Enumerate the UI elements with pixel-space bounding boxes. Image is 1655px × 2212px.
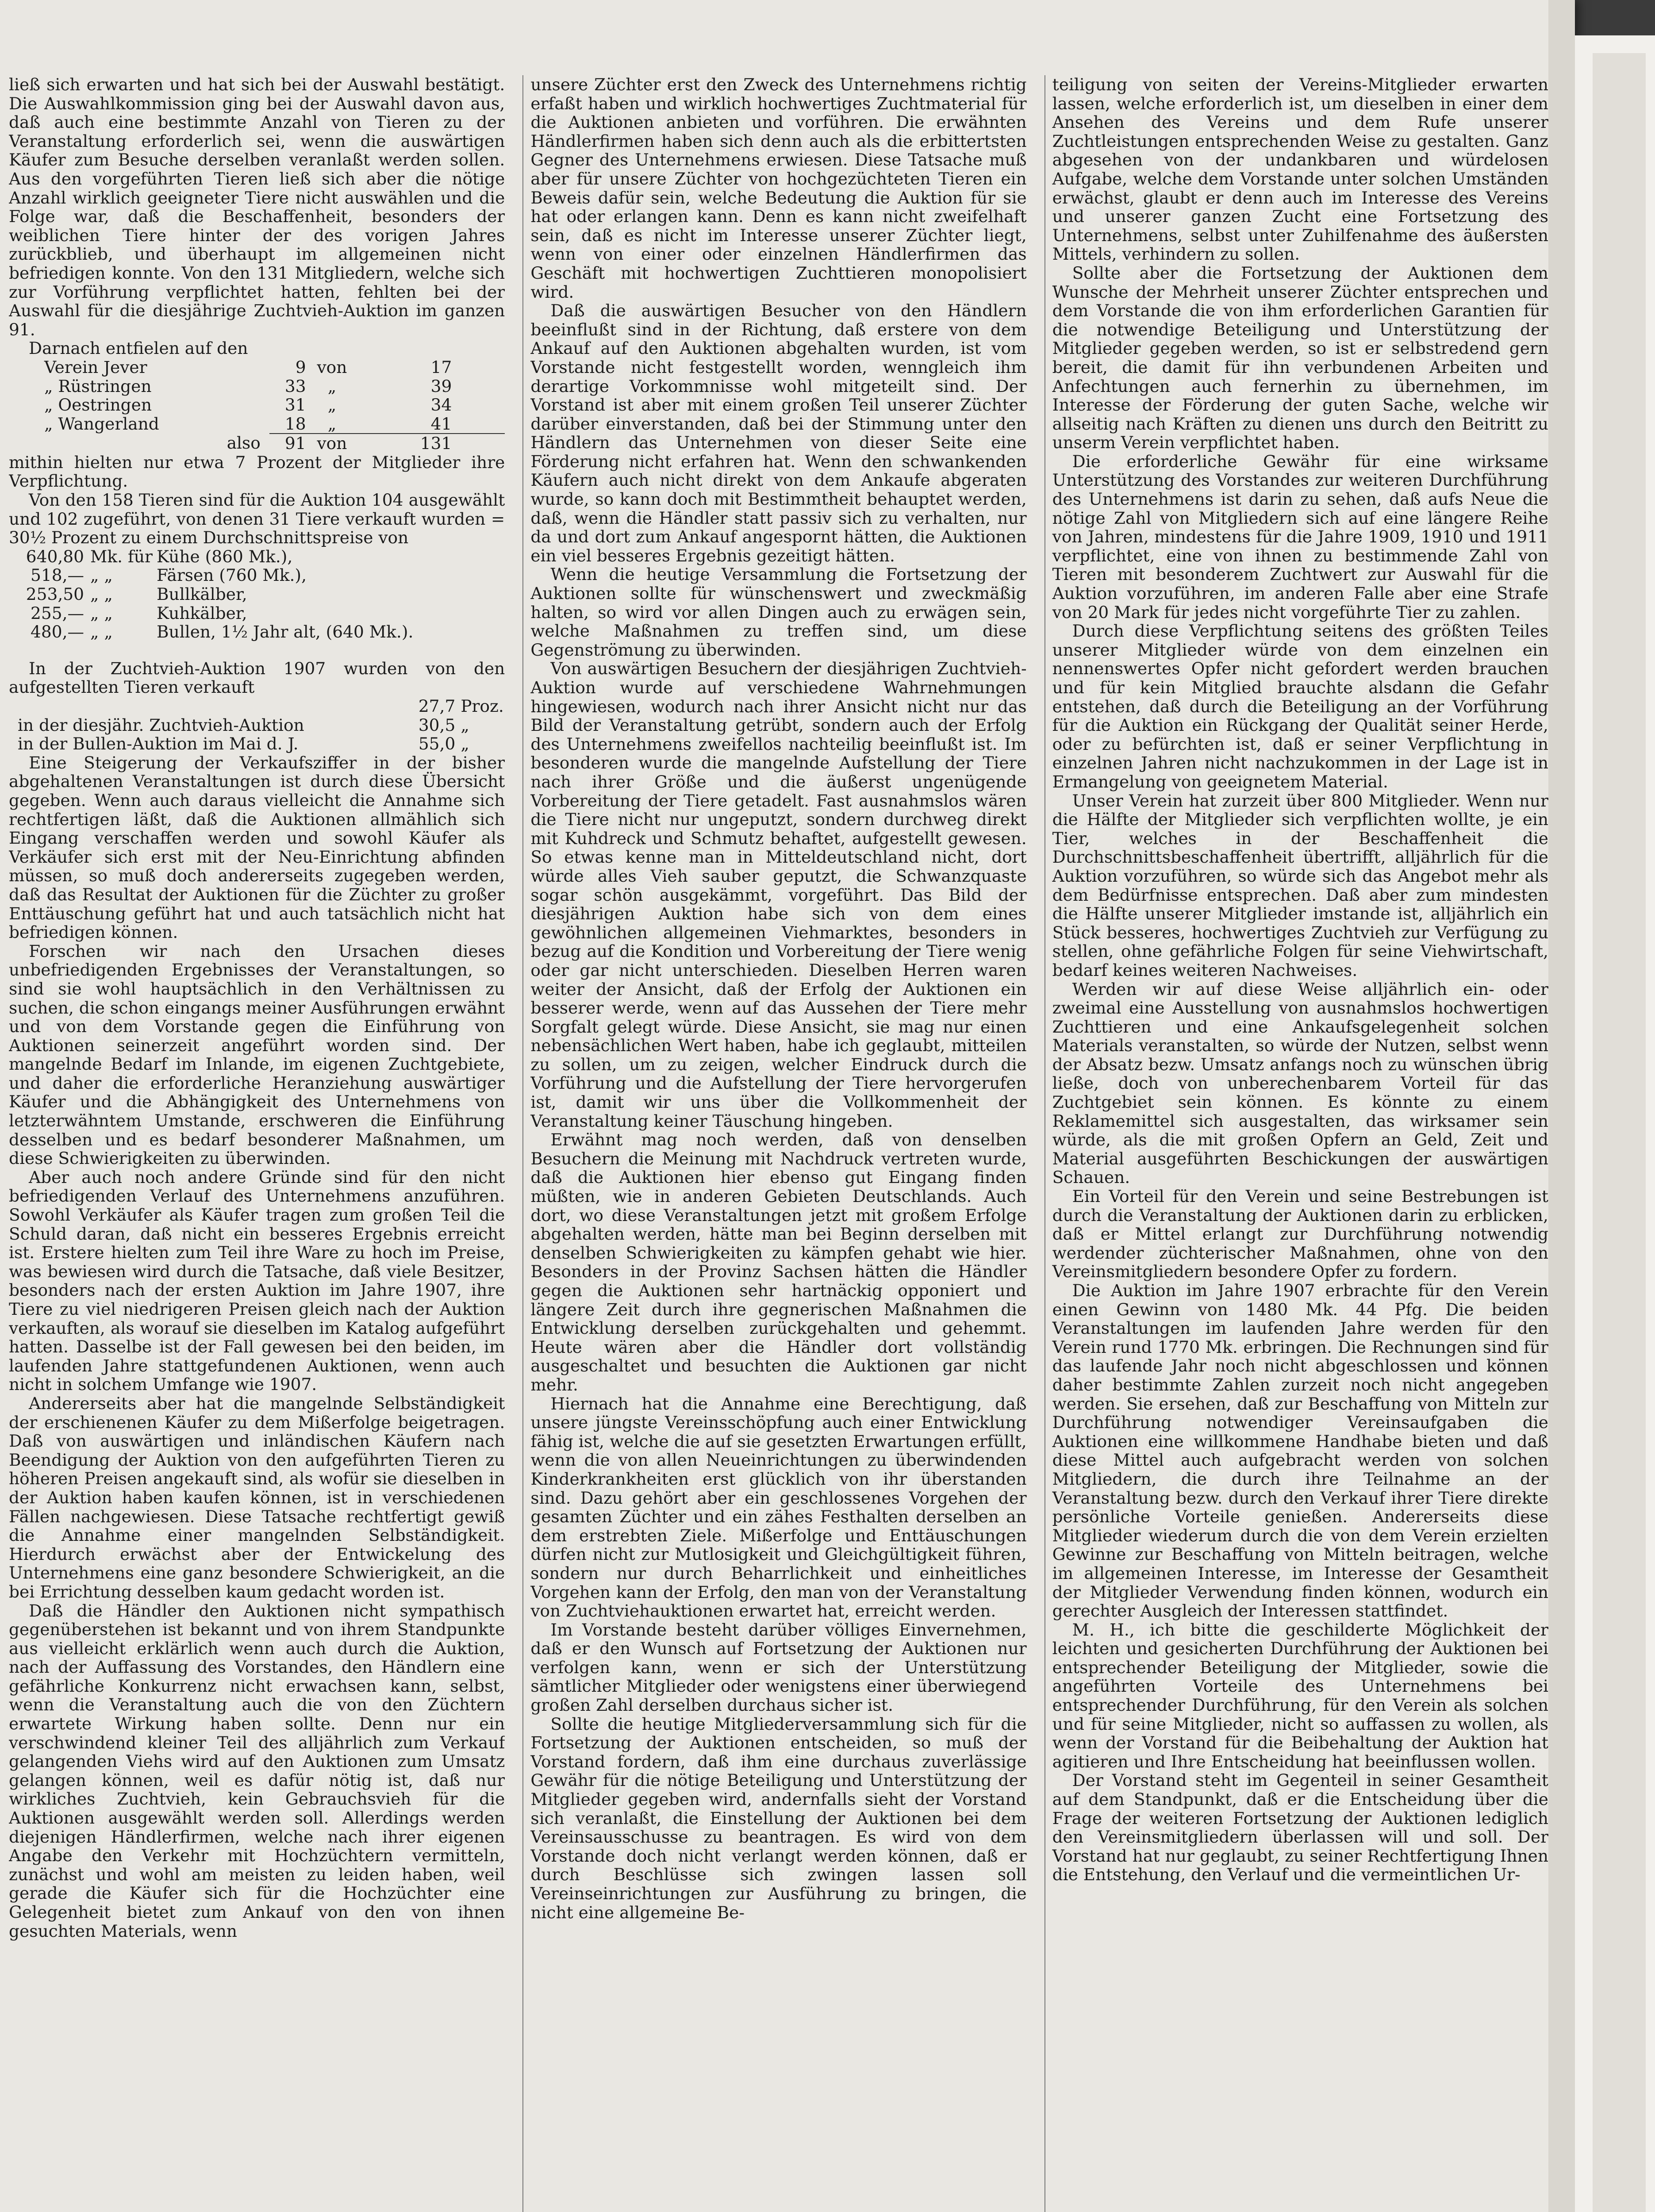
table-row — [9, 734, 505, 753]
table-row — [9, 622, 505, 641]
table-cell: „ Oestringen — [44, 395, 152, 415]
table-row — [9, 396, 505, 415]
table-cell: in der diesjähr. Zuchtvieh-Auktion — [18, 715, 304, 735]
table-cell: „ „ — [90, 584, 113, 604]
table-cell: in der Bullen-Auktion im Mai d. J. — [18, 734, 299, 754]
column-3 — [1044, 75, 1548, 2212]
paragraph: Daß die Händler den Auktionen nicht sympathisch gegenüberstehen ist bekannt und von ihrem Standpunkte aus vielleicht erklärlich wenn auch durch die Auktion, nach der Auffassung des Vorstandes, den Händlern eine gefährliche Konkurrenz nicht erwachsen kann, selbst, wenn die Veranstaltung auch die von den Züchtern erwartete Wirkung haben sollte. Denn nur ein verschwindend kleiner Teil des alljährlich zum Verkauf gelangenden Viehs wird auf den Auktionen zum Umsatz gelangen können, weil es dafür nötig ist, daß nur wirkliches Zuchtvieh, kein Gebrauchsvieh für die Auktionen ausgewählt werden soll. Allerdings werden diejenigen Händlerfirmen, welche nach ihrer eigenen Angabe den Verkehr mit Hochzüchtern vermitteln, zunächst und wohl am meisten zu leiden haben, weil gerade die Käufer sich für die Hochzüchter eine Gelegenheit bietet zum Ankauf von den von ihnen gesuchten Materials, wenn — [9, 1601, 505, 1941]
paragraph: Ein Vorteil für den Verein und seine Bestrebungen ist durch die Veranstaltung der Auktionen darin zu erblicken, daß er Mittel erlangt zur Durchführung notwendig werdender züchterischer Maßnahmen, ohne von den Vereinsmitgliedern besondere Opfer zu fordern. — [1052, 1187, 1548, 1282]
breakdown-table — [9, 358, 505, 453]
table-cell: Mk. für — [90, 546, 153, 566]
table-row — [9, 604, 505, 623]
page-edge — [1548, 0, 1575, 2212]
paragraph: Im Vorstande besteht darüber völliges Einvernehmen, daß er den Wunsch auf Fortsetzung der Auktionen nur verfolgen kann, wenn er sich der Unterstützung sämtlicher Mitglieder oder wenigstens einer überwiegend großen Zahl derselben durchaus sicher ist. — [530, 1620, 1027, 1715]
paragraph: Eine Steigerung der Verkaufsziffer in der bisher abgehaltenen Veranstaltungen ist durch diese Übersicht gegeben. Wenn auch daraus vielleicht die Annahme sich rechtfertigen läßt, daß die Auktionen allmählich sich Eingang verschaffen werden und sowohl Käufer als Verkäufer sich erst mit der Neu-Einrichtung abfinden müssen, so muß doch andererseits zugegeben werden, daß das Resultat der Auktionen für die Züchter zu großer Enttäuschung geführt hat und auch tatsächlich nicht hat befriedigen können. — [9, 753, 505, 942]
paragraph: Darnach entfielen auf den — [29, 338, 248, 358]
paragraph: Erwähnt mag noch werden, daß von denselben Besuchern die Meinung mit Nachdruck vertreten wurde, daß die Auktionen hier ebenso gut Eingang finden müßten, wie in anderen Gebieten Deutschlands. Auch dort, wo diese Veranstaltungen jetzt mit großem Erfolge abgehalten werden, hätte man bei Beginn derselben mit denselben Schwierigkeiten zu kämpfen gehabt wie hier. Besonders in der Provinz Sachsen hätten die Händler gegen die Auktionen sehr hartnäckig opponiert und längere Zeit durch ihre gegnerischen Maßnahmen die Entwicklung derselben zurückgehalten und gehemmt. Heute wären aber die Händler dort vollständig ausgeschaltet und besuchten die Auktionen gar nicht mehr. — [530, 1130, 1027, 1394]
paragraph: Die Auktion im Jahre 1907 erbrachte für den Verein einen Gewinn von 1480 Mk. 44 Pfg. Die beiden Veranstaltungen im laufenden Jahre werden für den Verein rund 1770 Mk. erbringen. Die Rechnungen sind für das laufende Jahr noch nicht abgeschlossen und können daher bestimmte Zahlen zurzeit noch nicht angegeben werden. Sie ersehen, daß zur Beschaffung von Mitteln zur Durchführung notwendiger Vereinsaufgaben die Auktionen eine willkommene Handhabe bieten und daß diese Mittel auch aufgebracht werden von solchen Mitgliedern, die durch ihre Teilnahme an der Veranstaltung bezw. durch den Verkauf ihrer Tiere direkte persönliche Vorteile genießen. Andererseits diese Mitglieder wiederum durch die von dem Verein erzielten Gewinne zur Beschaffung von Mitteln beitragen, welche im allgemeinen Interesse, im Interesse der Gesamtheit der Mitglieder Verwendung finden können, wodurch ein gerechter Ausgleich der Interessen stattfindet. — [1052, 1281, 1548, 1621]
table-cell: „ Wangerland — [44, 414, 159, 434]
table-row — [9, 415, 505, 434]
table-cell: Verein Jever — [44, 357, 147, 377]
paragraph: Die erforderliche Gewähr für eine wirksame Unterstützung des Vorstandes zur weiteren Durchführung des Unternehmens ist darin zu sehen, daß aufs Neue die nötige Zahl von Mitgliedern sich auf eine längere Reihe von Jahren, mindestens für die Jahre 1909, 1910 und 1911 verpflichtet, eine von ihnen zu bestimmende Zahl von Tieren mit besonderem Zuchtwert zur Auswahl für die Auktion vorzuführen, im anderen Falle aber eine Strafe von 20 Mark für jedes nicht vorgeführte Tier zu zahlen. — [1052, 451, 1548, 622]
paragraph: Von auswärtigen Besuchern der diesjährigen Zuchtvieh-Auktion wurde auf verschiedene Wahrnehmungen hingewiesen, wodurch nach ihrer Ansicht nicht nur das Bild der Veranstaltung getrübt, sondern auch der Erfolg des Unternehmens zweifellos nachteilig beeinflußt ist. Im besonderen wurde die mangelnde Aufstellung der Tiere nach ihrer Größe und die äußerst ungenügende Vorbereitung der Tiere getadelt. Fast ausnahmslos wären die Tiere nicht nur ungeputzt, sondern durchweg direkt mit Kuhdreck und Schmutz behaftet, aufgestellt gewesen. So etwas kenne man in Mitteldeutschland nicht, dort würde alles Vieh sauber geputzt, die Schwanzquaste sogar schön ausgekämmt, vorgeführt. Das Bild der diesjährigen Auktion habe sich von dem eines gewöhnlichen allgemeinen Viehmarktes, besonders in bezug auf die Kondition und Vorbereitung der Tiere wenig oder gar nicht unterschieden. Dieselben Herren waren weiter der Ansicht, daß der Erfolg der Auktionen ein besserer werde, wenn auf das Aussehen der Tiere mehr Sorgfalt gelegt würde. Diese Ansicht, sie mag nur einen nebensächlichen Wert haben, habe ich geglaubt, mitteilen zu sollen, um zu zeigen, welcher Eindruck durch die Vorführung und die Aufstellung der Tiere hervorgerufen ist, damit wir uns über die Vollkommenheit der Veranstaltung keiner Täuschung hingeben. — [530, 659, 1027, 1131]
table-cell: Kühe (860 Mk.), — [157, 546, 293, 566]
table-row — [9, 697, 505, 716]
paragraph: Forschen wir nach den Ursachen dieses unbefriedigenden Ergebnisses der Veranstaltungen, so sind sie wohl hauptsächlich in den Verhältnissen zu suchen, die schon eingangs meiner Ausführungen erwähnt und von dem Vorstande gegen die Einführung von Auktionen seinerzeit angeführt worden sind. Der mangelnde Bedarf im Inlande, im eigenen Zuchtgebiete, und daher die erforderliche Heranziehung auswärtiger Käufer und die Abhängigkeit des Unternehmens von letzterwähntem Umstande, erschweren die Einführung desselben und es bedarf besonderer Maßnahmen, um diese Schwierigkeiten zu überwinden. — [9, 941, 505, 1168]
paragraph: Werden wir auf diese Weise alljährlich ein- oder zweimal eine Ausstellung von ausnahmslos hochwertigen Zuchttieren und eine Ankaufsgelegenheit solchen Materials veranstalten, so würde der Nutzen, selbst wenn der Absatz bezw. Umsatz anfangs noch zu wünschen übrig ließe, doch von unberechenbarem Vorteil für das Zuchtgebiet sein können. Es könnte zu einem Reklamemittel sich ausgestalten, das wirksamer sein würde, als die mit großen Opfern an Geld, Zeit und Material ausgeführten Beschickungen der auswärtigen Schauen. — [1052, 979, 1548, 1187]
table-cell: „ — [327, 376, 337, 396]
table-cell: 33 — [284, 376, 306, 396]
underlying-page-shadow — [1593, 53, 1646, 2212]
paragraph: ließ sich erwarten und hat sich bei der Auswahl bestätigt. Die Auswahlkommission ging bei der Auswahl davon aus, daß auch eine bestimmte Anzahl von Tieren zu der Veranstaltung erforderlich sei, wenn die auswärtigen Käufer zum Besuche derselben veranlaßt werden sollen. Aus den vorgeführten Tieren ließ sich aber die nötige Anzahl wirklich geeigneter Tiere nicht auswählen und die Folge war, daß die Beschaffenheit, besonders der weiblichen Tiere hinter der des vorigen Jahres zurückblieb, und überhaupt im allgemeinen nicht befriedigen konnte. Von den 131 Mitgliedern, welche sich zur Vorführung verpflichtet hatten, fehlten bei der Auswahl für die diesjährige Zuchtvieh-Auktion im ganzen 91. — [9, 75, 505, 339]
paragraph: Wenn die heutige Versammlung die Fortsetzung der Auktionen sollte für wünschenswert und zweckmäßig halten, so wird vor allen Dingen auch zu erwägen sein, welche Maßnahmen zu treffen sind, um diese Gegenströmung zu überwinden. — [530, 565, 1027, 660]
table-cell — [9, 697, 407, 716]
table-cell: 253,50 — [26, 584, 84, 604]
table-cell: also — [227, 433, 261, 453]
sales-table — [9, 697, 505, 753]
table-cell: 131 — [358, 434, 505, 453]
table-cell: Kuhkälber, — [157, 603, 247, 623]
paragraph: Unser Verein hat zurzeit über 800 Mitglieder. Wenn nur die Hälfte der Mitglieder sich verpflichten wollte, je ein Tier, welches in der Beschaffenheit die Durchschnittsbeschaffenheit übertrifft, alljährlich für die Auktion vorzuführen, so würde sich das Angebot mehr als dem Bedürfnisse entsprechen. Daß aber zum mindesten die Hälfte unserer Mitglieder imstande ist, alljährlich ein Stück besseres, hochwertiges Zuchtvieh zur Verfügung zu stellen, ohne gefährliche Folgen für seine Viehwirtschaft, bedarf keines weiteren Nachweises. — [1052, 791, 1548, 980]
table-cell: „ „ — [90, 603, 113, 623]
table-cell: Bullen, 1½ Jahr alt, (640 Mk.). — [157, 622, 414, 642]
paragraph: Durch diese Verpflichtung seitens des größten Teiles unserer Mitglieder würde von dem einzelnen ein nennenswertes Opfer nicht gefordert werden brauchen und für kein Mitglied brauchte alsdann die Gefahr entstehen, daß durch die Beteiligung an der Vorführung für die Auktion ein Rückgang der Qualität seiner Herde, oder zu befürchten ist, daß er seiner Verpflichtung in einzelnen Jahren nicht nachzukommen in der Lage ist in Ermangelung von geeignetem Material. — [1052, 621, 1548, 791]
paragraph: Der Vorstand steht im Gegenteil in seiner Gesamtheit auf dem Standpunkt, daß er die Entscheidung über die Frage der weiteren Fortsetzung der Auktionen lediglich den Vereinsmitgliedern überlassen will und soll. Der Vorstand hat nur geglaubt, zu seiner Rechtfertigung Ihnen die Entstehung, den Verlauf und die vermeintlichen Ur- — [1052, 1770, 1548, 1885]
table-cell: 30,5 — [418, 715, 456, 735]
table-row — [9, 566, 505, 585]
table-cell: 255,— — [31, 603, 84, 623]
table-cell: Bullkälber, — [157, 584, 247, 604]
table-cell: Proz. — [461, 696, 504, 716]
table-cell: Färsen (760 Mk.), — [157, 565, 307, 585]
column-1 — [9, 75, 505, 2212]
paragraph: unsere Züchter erst den Zweck des Unternehmens richtig erfaßt haben und wirklich hochwertiges Zuchtmaterial für die Auktionen anbieten und vorführen. Die erwähnten Händlerfirmen haben sich denn auch als die erbittertsten Gegner des Unternehmens erwiesen. Diese Tatsache muß aber für unsere Züchter von hochgezüchteten Tieren ein Beweis dafür sein, welche Bedeutung die Auktion für sie hat oder erlangen kann. Denn es kann nicht zweifelhaft sein, daß es nicht im Interesse unserer Züchter liegt, wenn von einer oder einzelnen Händlerfirmen das Geschäft mit hochwertigen Zuchttieren monopolisiert wird. — [530, 75, 1027, 302]
table-row — [9, 585, 505, 604]
paragraph: M. H., ich bitte die geschilderte Möglichkeit der leichten und gesicherten Durchführung der Auktionen bei entsprechender Beteiligung der Mitglieder, sowie die angeführten Vorteile des Unternehmens bei entsprechender Durchführung, für den Verein als solchen und für seine Mitglieder, nicht so auffassen zu wollen, als wenn der Vorstand für die Beibehaltung der Auktion hat agitieren und Ihre Entscheidung hat beeinflussen wollen. — [1052, 1620, 1548, 1771]
paragraph: Sollte aber die Fortsetzung der Auktionen dem Wunsche der Mehrheit unserer Züchter entsprechen und dem Vorstande die von ihm erforderlichen Garantien für die notwendige Beteiligung und Unterstützung der Mitglieder gegeben werden, so ist er selbstredend gern bereit, die damit für ihn verbundenen Arbeiten und Anfechtungen auch fernerhin zu übernehmen, im Interesse der Förderung der guten Sache, welche wir allseitig nach Kräften zu dienen uns durch den Beitritt zu unserm Verein verpflichtet haben. — [1052, 263, 1548, 453]
paragraph: In der Zuchtvieh-Auktion 1907 wurden von den aufgestellten Tieren verkauft — [9, 658, 505, 697]
table-cell: 55,0 — [418, 734, 456, 754]
table-row — [9, 716, 505, 735]
paragraph: teiligung von seiten der Vereins-Mitglieder erwarten lassen, welche erforderlich ist, um dieselben in einer dem Ansehen des Vereins und dem Rufe unserer Zuchtleistungen entsprechenden Weise zu gestalten. Ganz abgesehen von der undankbaren und würdelosen Aufgabe, welche dem Vorstande unter solchen Umständen erwächst, glaubt er denn auch im Interesse des Vereins und unserer ganzen Zucht eine Fortsetzung des Unternehmens, selbst unter Zuhilfenahme des äußersten Mittels, verhindern zu sollen. — [1052, 75, 1548, 264]
table-cell: 17 — [430, 357, 452, 377]
paragraph: Von den 158 Tieren sind für die Auktion 104 ausgewählt und 102 zugeführt, von denen 31 Tiere verkauft wurden = 30½ Prozent zu einem Durchschnittspreise von — [9, 490, 505, 548]
table-cell: 18 — [284, 414, 306, 434]
paragraph: Hiernach hat die Annahme eine Berechtigung, daß unsere jüngste Vereinsschöpfung auch einer Entwicklung fähig ist, welche die auf sie gesetzten Erwartungen erfüllt, wenn die von allen Neueinrichtungen zu überwindenden Kinderkrankheiten erst glücklich von ihr überstanden sind. Dazu gehört aber ein geschlossenes Vorgehen der gesamten Züchter und ein zähes Festhalten derselben an dem erstrebten Ziele. Mißerfolge und Enttäuschungen dürfen nicht zur Mutlosigkeit und Gleichgültigkeit führen, sondern nur durch Beharrlichkeit und einheitliches Vorgehen kann der Erfolg, den man von der Veranstaltung von Zuchtviehauktionen erwartet hat, erreicht werden. — [530, 1394, 1027, 1621]
table-cell: 9 — [295, 357, 306, 377]
table-cell: 34 — [430, 395, 452, 415]
table-cell: „ — [327, 414, 337, 434]
table-cell: 41 — [430, 414, 452, 434]
paragraph: Sollte die heutige Mitgliederversammlung sich für die Fortsetzung der Auktionen entscheiden, so muß der Vorstand fordern, daß ihm eine durchaus zuverlässige Gewähr für die nötige Beteiligung und Unterstützung der Mitglieder gegeben wird, andernfalls sieht der Vorstand sich veranlaßt, die Einstellung der Auktionen bei dem Vereinsausschusse zu beantragen. Es wird von dem Vorstande doch nicht verlangt werden können, daß er durch Beschlüsse sich zwingen lassen soll Vereinseinrichtungen zur Ausführung zu bringen, die nicht eine allgemeine Be- — [530, 1714, 1027, 1922]
table-cell: von — [306, 434, 358, 453]
table-cell: 39 — [430, 376, 452, 396]
table-cell: „ Rüstringen — [44, 376, 152, 396]
table-cell: „ — [327, 395, 337, 415]
table-row — [9, 377, 505, 396]
table-row — [9, 358, 505, 377]
paragraph: Andererseits aber hat die mangelnde Selbständigkeit der erschienenen Käufer zu dem Mißerfolge beigetragen. Daß von auswärtigen und inländischen Käufern nach Beendigung der Auktion von den aufgeführten Tieren zu höheren Preisen angekauft sind, als wofür sie dieselben in der Auktion haben kaufen können, ist in verschiedenen Fällen nachgewiesen. Diese Tatsache rechtfertigt gewiß die Annahme einer mangelnden Selbständigkeit. Hierdurch erwächst aber der Entwickelung des Unternehmens eine ganz besondere Schwierigkeit, an die bei Errichtung desselben kaum gedacht worden ist. — [9, 1393, 505, 1601]
table-cell: von — [317, 357, 347, 377]
table-cell: „ — [461, 734, 469, 754]
table-cell: „ — [461, 715, 469, 735]
paragraph: mithin hielten nur etwa 7 Prozent der Mitglieder ihre Verpflichtung. — [9, 452, 505, 491]
table-cell: 91 — [269, 434, 306, 453]
table-cell: 640,80 — [26, 546, 84, 566]
paragraph: Aber auch noch andere Gründe sind für den nicht befriedigenden Verlauf des Unternehmens anzuführen. Sowohl Verkäufer als Käufer tragen zum großen Teil die Schuld daran, daß nicht ein besseres Ergebnis erreicht ist. Erstere hielten zum Teil ihre Ware zu hoch im Preise, was bewiesen wird durch die Tatsache, daß viele Besitzer, besonders nach der ersten Auktion im Jahre 1907, ihre Tiere zu viel niedrigeren Preisen gleich nach der Auktion verkauften, als worauf sie dieselben im Katalog aufgeführt hatten. Dasselbe ist der Fall gewesen bei den beiden, im laufenden Jahre stattgefundenen Auktionen, wenn auch nicht in solchem Umfange wie 1907. — [9, 1167, 505, 1394]
price-table — [9, 547, 505, 641]
table-cell: „ „ — [90, 622, 113, 642]
paragraph: Daß die auswärtigen Besucher von den Händlern beeinflußt sind in der Richtung, daß erstere von dem Ankauf auf den Auktionen abgehalten wurden, ist vom Vorstande nicht festgestellt worden, wenngleich ihm derartige Vorkommnisse wohl mitgeteilt sind. Der Vorstand ist aber mit einem großen Teil unserer Züchter darüber einverstanden, daß bei der Stimmung unter den Händlern das Unternehmen von dieser Seite eine Förderung nicht erfahren hat. Wenn den schwankenden Käufern auch nicht direkt von dem Ankaufe abgeraten wurde, so kann doch mit Bestimmtheit behauptet werden, daß, wenn die Händler statt passiv sich zu verhalten, nur da und dort zum Ankauf angespornt hätten, die Auktionen ein viel besseres Ergebnis gezeitigt hätten. — [530, 301, 1027, 565]
table-cell: 31 — [284, 395, 306, 415]
table-cell: 518,— — [31, 565, 84, 585]
table-row — [9, 547, 505, 566]
text-columns — [9, 75, 1548, 2212]
table-cell: 480,— — [31, 622, 84, 642]
table-cell: 27,7 — [418, 696, 456, 716]
column-2 — [522, 75, 1026, 2212]
table-cell: „ „ — [90, 565, 113, 585]
table-row — [9, 434, 505, 453]
